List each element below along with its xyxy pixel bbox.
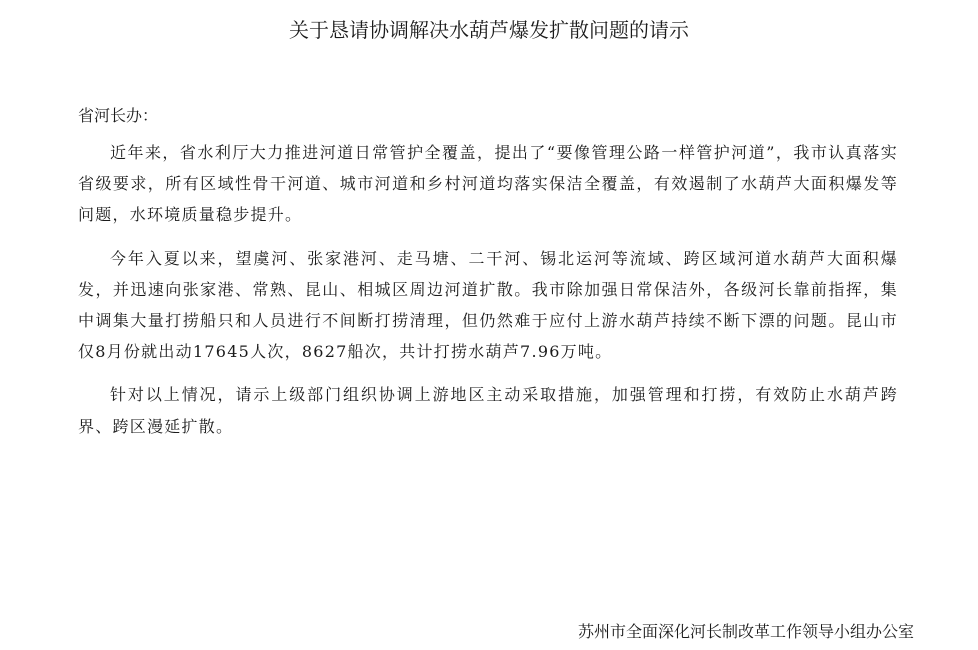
paragraph-2: 今年入夏以来，望虞河、张家港河、走马塘、二干河、锡北运河等流域、跨区域河道水葫芦大面积爆发，并迅速向张家港、常熟、昆山、相城区周边河道扩散。我市除加强日常保洁外，各级河长靠前指挥，集中调集大量打捞船只和人员进行不间断打捞清理，但仍然难于应付上游水葫芦持续不断下漂的问题。昆山市仅8月份就出动17645人次，8627船次，共计打捞水葫芦7.96万吨。 (78, 248, 898, 362)
document-title: 关于恳请协调解决水葫芦爆发扩散问题的请示 (289, 18, 689, 42)
signature-issuer: 苏州市全面深化河长制改革工作领导小组办公室 (577, 622, 914, 641)
paragraph-1: 近年来，省水利厅大力推进河道日常管护全覆盖，提出了“要像管理公路一样管护河道”，我市认真落实省级要求，所有区域性骨干河道、城市河道和乡村河道均落实保洁全覆盖，有效遏制了水葫芦大面积爆发等问题，水环境质量稳步提升。 (78, 143, 898, 225)
salutation: 省河长办： (78, 106, 159, 125)
paragraph-3: 针对以上情况，请示上级部门组织协调上游地区主动采取措施，加强管理和打捞，有效防止水葫芦跨界、跨区漫延扩散。 (78, 385, 898, 436)
document-body (78, 100, 898, 454)
